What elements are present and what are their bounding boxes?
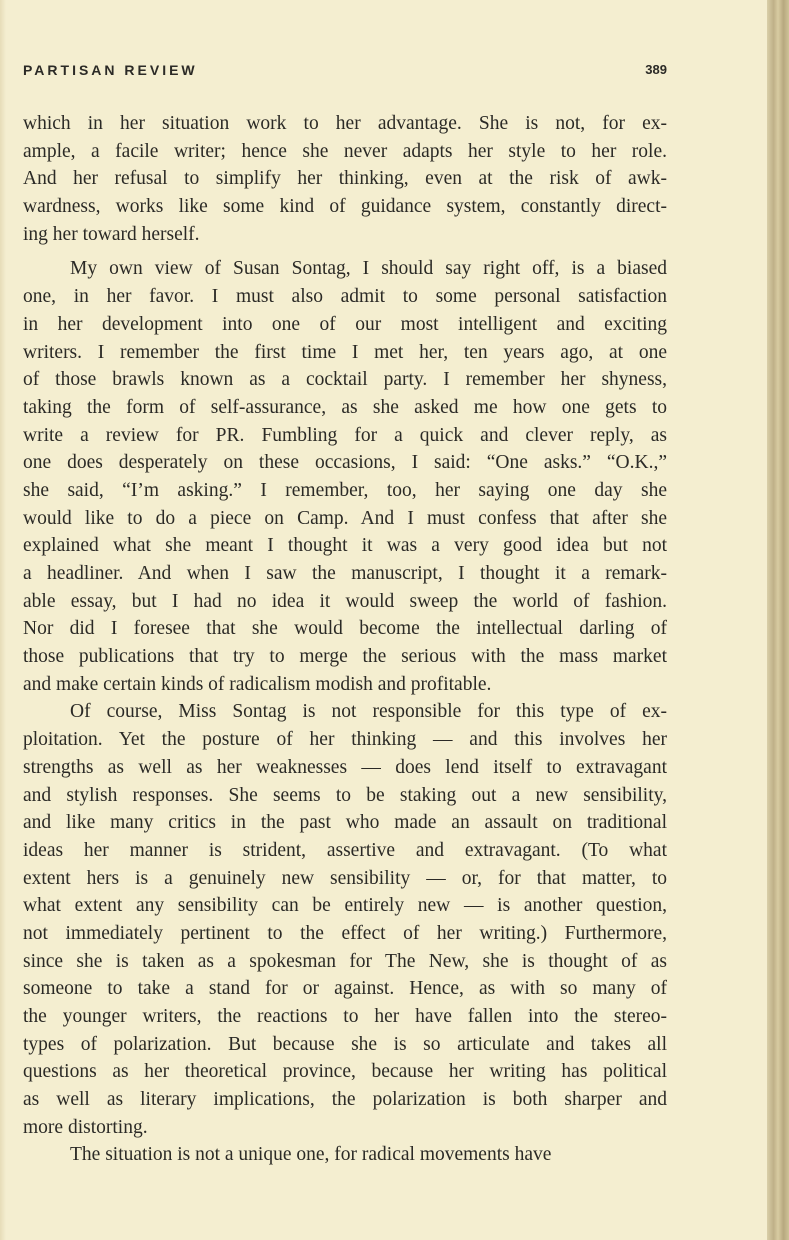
text-line: Nor did I foresee that she would become the intellectual darling of: [23, 618, 667, 640]
text-line: types of polarization. But because she is so articulate and takes all: [23, 1033, 667, 1055]
text-line: ploitation. Yet the posture of her thinking — and this involves her: [23, 729, 667, 751]
text-line: writers. I remember the first time I met her, ten years ago, at one: [23, 341, 667, 363]
text-line: someone to take a stand for or against. Hence, as with so many of: [23, 978, 667, 1000]
text-line: And her refusal to simplify her thinking, even at the risk of awk-: [23, 168, 667, 190]
text-line: those publications that try to merge the serious with the mass market: [23, 646, 667, 668]
text-line: would like to do a piece on Camp. And I must confess that after she: [23, 507, 667, 529]
text-line: she said, “I’m asking.” I remember, too, her saying one day she: [23, 479, 667, 501]
text-line: wardness, works like some kind of guidance system, constantly direct-: [23, 196, 667, 218]
text-line: and like many critics in the past who made an assault on traditional: [23, 812, 667, 834]
text-line: and make certain kinds of radicalism modish and profitable.: [23, 673, 492, 695]
text-line: in her development into one of our most intelligent and exciting: [23, 313, 667, 335]
text-line: since she is taken as a spokesman for The New, she is thought of as: [23, 950, 667, 972]
paragraph: [23, 1141, 667, 1169]
text-line: as well as literary implications, the polarization is both sharper and: [23, 1089, 667, 1111]
text-line: explained what she meant I thought it was a very good idea but not: [23, 535, 667, 557]
text-line: questions as her theoretical province, because her writing has political: [23, 1061, 667, 1083]
page-number: 389: [645, 62, 667, 77]
text-line: the younger writers, the reactions to her have fallen into the stereo-: [23, 1006, 667, 1027]
text-line: more distorting.: [23, 1116, 148, 1138]
text-line: The situation is not a unique one, for radical movements have: [70, 1144, 552, 1166]
paragraph: [23, 110, 667, 248]
text-line: able essay, but I had no idea it would sweep the world of fashion.: [23, 590, 667, 612]
paragraph: [23, 698, 667, 1141]
text-line: ideas her manner is strident, assertive and extravagant. (To what: [23, 839, 667, 861]
text-line: extent hers is a genuinely new sensibility — or, for that matter, to: [23, 867, 667, 889]
text-line: which in her situation work to her advantage. She is not, for ex-: [23, 113, 667, 134]
running-header: [23, 62, 667, 84]
page-gutter-shadow: [0, 0, 6, 1240]
text-line: taking the form of self-assurance, as she asked me how one gets to: [23, 396, 667, 418]
page-edges: [767, 0, 789, 1240]
text-line: of those brawls known as a cocktail party. I remember her shyness,: [23, 369, 667, 391]
text-line: write a review for PR. Fumbling for a quick and clever reply, as: [23, 424, 667, 446]
running-title: PARTISAN REVIEW: [23, 62, 198, 78]
text-line: one does desperately on these occasions, I said: “One asks.” “O.K.,”: [23, 452, 667, 474]
text-line: Of course, Miss Sontag is not responsible for this type of ex-: [70, 701, 667, 723]
body-text: [23, 110, 667, 1169]
text-line: strengths as well as her weaknesses — does lend itself to extravagant: [23, 756, 667, 778]
text-line: not immediately pertinent to the effect of her writing.) Furthermore,: [23, 922, 667, 944]
text-line: a headliner. And when I saw the manuscript, I thought it a remark-: [23, 563, 667, 584]
text-line: ing her toward herself.: [23, 223, 200, 245]
paragraph: [23, 255, 667, 698]
text-line: what extent any sensibility can be entirely new — is another question,: [23, 895, 667, 917]
text-line: one, in her favor. I must also admit to some personal satisfaction: [23, 286, 667, 308]
text-line: ample, a facile writer; hence she never adapts her style to her role.: [23, 140, 667, 162]
text-line: My own view of Susan Sontag, I should say right off, is a biased: [70, 258, 667, 280]
text-line: and stylish responses. She seems to be staking out a new sensibility,: [23, 784, 667, 806]
